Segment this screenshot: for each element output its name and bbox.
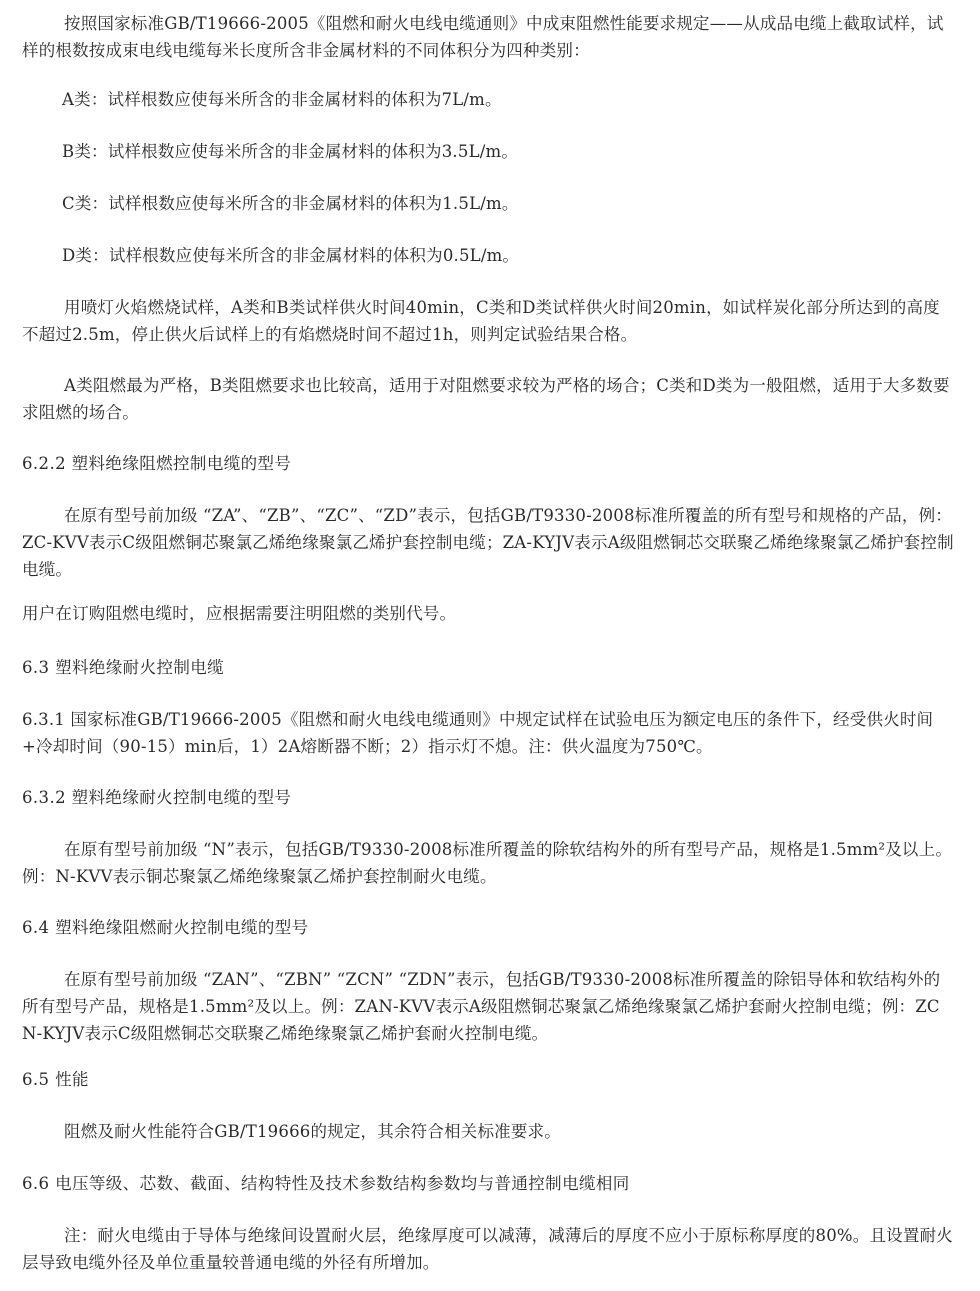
section-6-3-1-body: 6.3.1 国家标准GB/T19666-2005《阻燃和耐火电线电缆通则》中规定试样在试验电压为额定电压的条件下，经受供火时间+冷却时间（90-15）min后，1）2A熔断器不断；2）指示灯不熄。注：供火温度为750℃。	[22, 710, 934, 756]
class-strictness-paragraph: A类阻燃最为严格，B类阻燃要求也比较高，适用于对阻燃要求较为严格的场合；C类和D类为一般阻燃，适用于大多数要求阻燃的场合。	[22, 376, 950, 422]
class-a-item: A类：试样根数应使每米所含的非金属材料的体积为7L/m。	[62, 90, 502, 109]
class-c-item: C类：试样根数应使每米所含的非金属材料的体积为1.5L/m。	[62, 194, 519, 213]
class-b-item: B类：试样根数应使每米所含的非金属材料的体积为3.5L/m。	[62, 142, 519, 161]
section-6-4-body: 在原有型号前加级 “ZAN”、“ZBN” “ZCN” “ZDN”表示，包括GB/T9330-2008标准所覆盖的除铝导体和软结构外的所有型号产品，规格是1.5mm²及以上。例：ZAN-KVV表示A级阻燃铜芯聚氯乙烯绝缘聚氯乙烯护套耐火控制电缆；例：ZCN-KYJV表示C级阻燃铜芯交联聚乙烯绝缘聚氯乙烯护套耐火控制电缆。	[22, 970, 941, 1043]
ordering-note: 用户在订购阻燃电缆时，应根据需要注明阻燃的类别代号。	[22, 604, 457, 623]
section-6-3-heading: 6.3 塑料绝缘耐火控制电缆	[22, 658, 225, 677]
section-6-6-note: 注：耐火电缆由于导体与绝缘间设置耐火层，绝缘厚度可以减薄，减薄后的厚度不应小于原标称厚度的80%。且设置耐火层导致电缆外径及单位重量较普通电缆的外径有所增加。	[22, 1226, 953, 1272]
intro-paragraph: 按照国家标准GB/T19666-2005《阻燃和耐火电线电缆通则》中成束阻燃性能要求规定——从成品电缆上截取试样，试样的根数按成束电线电缆每米长度所含非金属材料的不同体积分为四种类别：	[22, 14, 944, 60]
class-d-item: D类：试样根数应使每米所含的非金属材料的体积为0.5L/m。	[62, 246, 520, 265]
section-6-4-heading: 6.4 塑料绝缘阻燃耐火控制电缆的型号	[22, 918, 309, 937]
burn-test-paragraph: 用喷灯火焰燃烧试样，A类和B类试样供火时间40min，C类和D类试样供火时间20min，如试样炭化部分所达到的高度不超过2.5m，停止供火后试样上的有焰燃烧时间不超过1h，则判定试验结果合格。	[22, 298, 940, 344]
section-6-3-2-body: 在原有型号前加级 “N”表示，包括GB/T9330-2008标准所覆盖的除软结构外的所有型号产品，规格是1.5mm²及以上。例：N-KVV表示铜芯聚氯乙烯绝缘聚氯乙烯护套控制耐火电缆。	[22, 840, 953, 886]
section-6-3-2-heading: 6.3.2 塑料绝缘耐火控制电缆的型号	[22, 788, 292, 807]
section-6-5-heading: 6.5 性能	[22, 1070, 89, 1089]
section-6-2-2-heading: 6.2.2 塑料绝缘阻燃控制电缆的型号	[22, 454, 292, 473]
section-6-5-body: 阻燃及耐火性能符合GB/T19666的规定，其余符合相关标准要求。	[64, 1122, 561, 1141]
section-6-2-2-body: 在原有型号前加级 “ZA”、“ZB”、“ZC”、“ZD”表示，包括GB/T9330-2008标准所覆盖的所有型号和规格的产品，例：ZC-KVV表示C级阻燃铜芯聚氯乙烯绝缘聚氯乙烯护套控制电缆；ZA-KYJV表示A级阻燃铜芯交联聚乙烯绝缘聚氯乙烯护套控制电缆。	[22, 506, 954, 579]
section-6-6-heading: 6.6 电压等级、芯数、截面、结构特性及技术参数结构参数均与普通控制电缆相同	[22, 1174, 630, 1193]
